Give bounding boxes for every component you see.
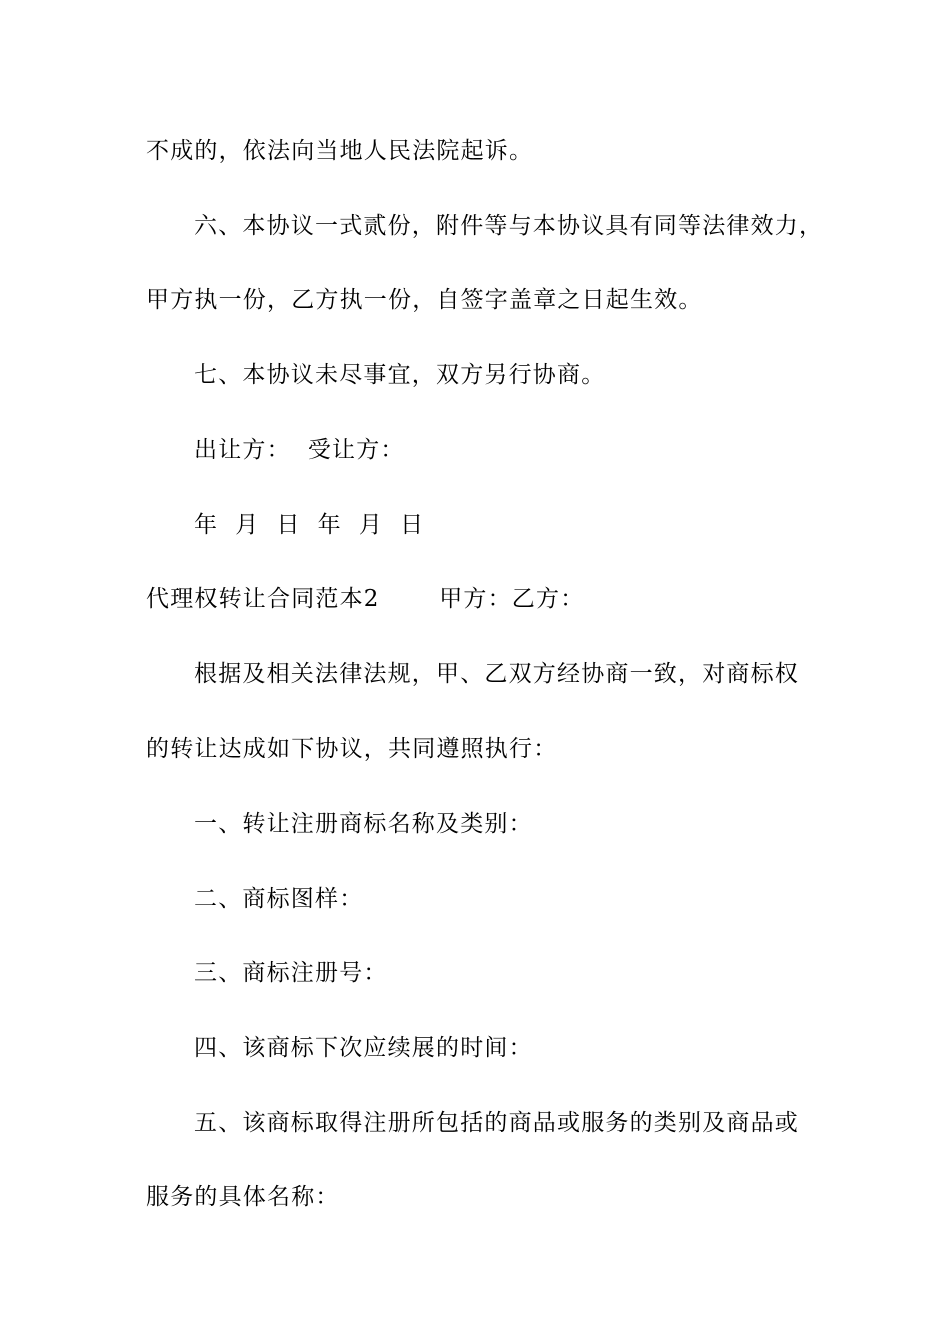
text-line: 甲方执一份，乙方执一份，自签字盖章之日起生效。	[146, 287, 703, 313]
text-line: 五、该商标取得注册所包括的商品或服务的类别及商品或	[194, 1110, 799, 1136]
text-line: 六、本协议一式贰份，附件等与本协议具有同等法律效力，	[194, 213, 824, 239]
text-line: 一、转让注册商标名称及类别：	[194, 811, 533, 837]
text-line: 三、商标注册号：	[194, 960, 388, 986]
text-line: 的转让达成如下协议，共同遵照执行：	[146, 736, 558, 762]
text-line: 七、本协议未尽事宜，双方另行协商。	[194, 362, 606, 388]
text-line: 出让方： 受让方：	[194, 437, 405, 463]
text-line: 二、商标图样：	[194, 886, 364, 912]
text-line: 服务的具体名称：	[146, 1184, 340, 1210]
text-line: 根据及相关法律法规，甲、乙双方经协商一致，对商标权	[194, 661, 799, 687]
text-line: 年 月 日 年 月 日	[194, 512, 425, 538]
text-line: 四、该商标下次应续展的时间：	[194, 1035, 533, 1061]
text-line: 不成的，依法向当地人民法院起诉。	[146, 138, 534, 164]
section-heading: 代理权转让合同范本2 甲方：乙方：	[146, 586, 585, 612]
